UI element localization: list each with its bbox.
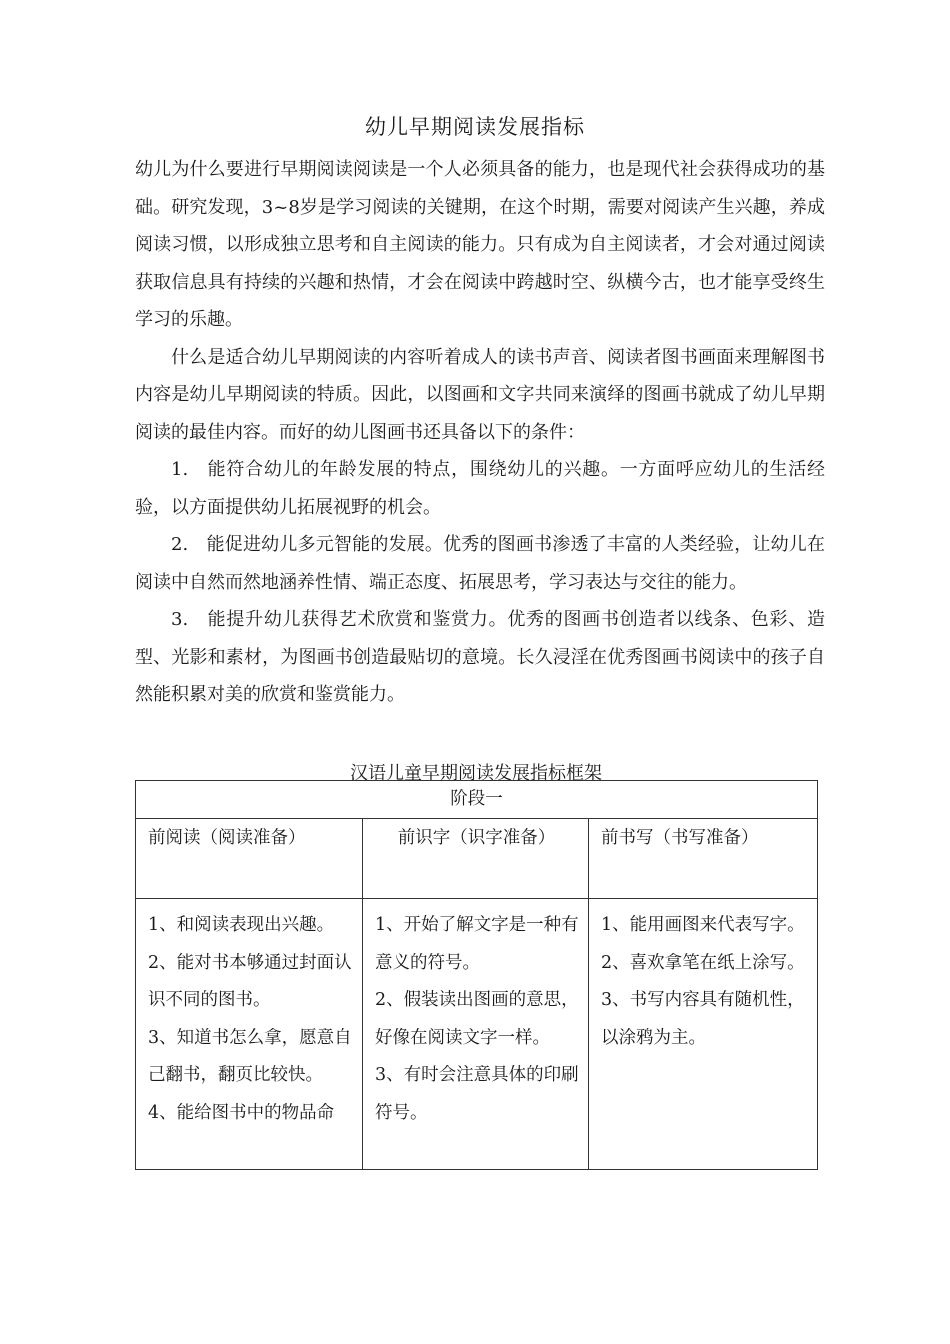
body-text	[135, 151, 825, 714]
list-item: 3、知道书怎么拿，愿意自己翻书，翻页比较快。	[148, 1027, 352, 1085]
list-item: 1、和阅读表现出兴趣。	[148, 915, 335, 935]
document-title: 幼儿早期阅读发展指标	[365, 115, 585, 139]
cell-pre-literacy	[363, 899, 589, 1170]
paragraph-intro: 幼儿为什么要进行早期阅读阅读是一个人必须具备的能力，也是现代社会获得成功的基础。研究发现，3~8岁是学习阅读的关键期，在这个时期，需要对阅读产生兴趣，养成阅读习惯，以形成独立思考和自主阅读的能力。只有成为自主阅读者，才会对通过阅读获取信息具有持续的兴趣和热情，才会在阅读中跨越时空、纵横今古，也才能享受终生学习的乐趣。	[135, 159, 825, 330]
list-item: 2、能对书本够通过封面认识不同的图书。	[148, 952, 352, 1010]
table-caption: 汉语儿童早期阅读发展指标框架	[350, 763, 602, 784]
header-pre-writing: 前书写（书写准备）	[589, 819, 818, 899]
list-item: 1、开始了解文字是一种有意义的符号。	[375, 915, 579, 973]
table-row-content	[136, 899, 818, 1170]
list-item: 4、能给图书中的物品命	[148, 1102, 335, 1123]
list-item: 1、能用画图来代表写字。	[601, 915, 805, 935]
list-item: 2、喜欢拿笔在纸上涂写。	[601, 952, 805, 973]
cell-pre-reading	[136, 899, 363, 1170]
table-row-headers	[136, 819, 818, 899]
paragraph-content: 什么是适合幼儿早期阅读的内容听着成人的读书声音、阅读者图书画面来理解图书内容是幼儿早期阅读的特质。因此，以图画和文字共同来演绎的图画书就成了幼儿早期阅读的最佳内容。而好的幼儿图画书还具备以下的条件：	[135, 346, 825, 443]
list-item: 3、有时会注意具体的印刷符号。	[375, 1065, 579, 1123]
condition-item-1: 1. 能符合幼儿的年龄发展的特点，围绕幼儿的兴趣。一方面呼应幼儿的生活经验，以方面提供幼儿拓展视野的机会。	[135, 459, 825, 518]
condition-item-2: 2. 能促进幼儿多元智能的发展。优秀的图画书渗透了丰富的人类经验，让幼儿在阅读中自然而然地涵养性情、端正态度、拓展思考，学习表达与交往的能力。	[135, 534, 825, 593]
header-pre-reading: 前阅读（阅读准备）	[136, 819, 363, 899]
condition-item-3: 3. 能提升幼儿获得艺术欣赏和鉴赏力。优秀的图画书创造者以线条、色彩、造型、光影和素材，为图画书创造最贴切的意境。长久浸淫在优秀图画书阅读中的孩子自然能积累对美的欣赏和鉴赏能力。	[135, 609, 825, 705]
stage-cell: 阶段一	[136, 781, 818, 819]
list-item: 3、书写内容具有随机性，以涂鸦为主。	[601, 990, 805, 1048]
table-row-stage	[136, 781, 818, 819]
header-pre-literacy: 前识字（识字准备）	[363, 819, 589, 899]
cell-pre-writing	[589, 899, 818, 1170]
list-item: 2、假装读出图画的意思，好像在阅读文字一样。	[375, 990, 579, 1048]
framework-table	[135, 780, 818, 1170]
